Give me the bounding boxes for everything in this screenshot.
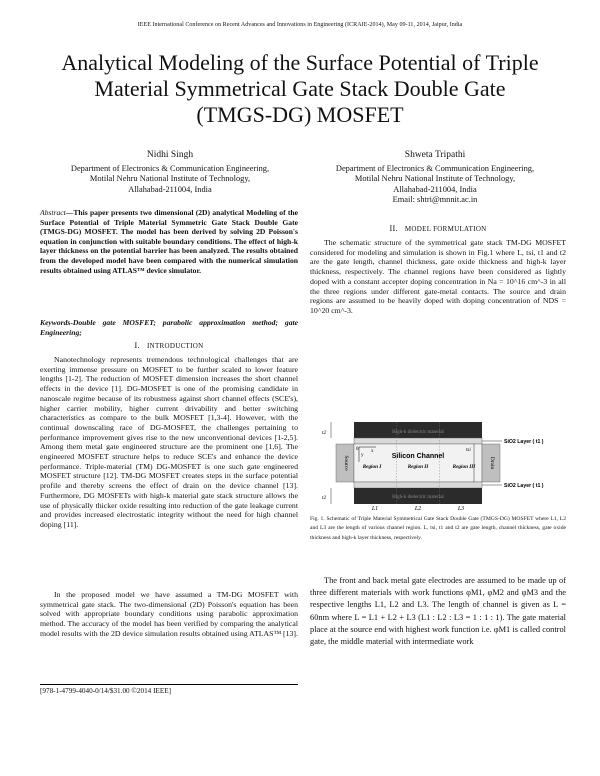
intro-paragraph-2: In the proposed model we have assumed a TM-DG MOSFET with symmetrical gate stack. The two-dimensional (2D) Poisson's equation has been solved with appropriate boundary conditions using parabolic approximation method. The accuracy of the model has been verified by comparing the analytical model results with the 2D device simulation results obtained using ATLAS™ [13]. — [40, 590, 298, 638]
region-2-label: Region II — [407, 464, 429, 470]
copyright-notice: [978-1-4799-4040-0/14/$31.00 ©2014 IEEE] — [40, 684, 298, 695]
high-k-bottom-label: High-k dielectric material — [392, 495, 444, 500]
author-name: Shweta Tripathi — [404, 150, 466, 160]
region-3-label: Region III — [452, 464, 476, 470]
model-paragraph-2: The front and back metal gate electrodes are assumed to be made up of three different materials with work functions φM1, φM2 and φM3 and the respective lengths L1, L2 and L3. The length of channel is given as L = 60nm where L = L1 + L2 + L3 (L1 : L2 : L3 = 1 : 1 : 1). The gate material place at the source end with highest work function i.e. φM1 is called control gate, the middle material with intermediate work — [310, 576, 566, 647]
conference-header: IEEE International Conference on Recent Advances and Innovations in Engineering (ICRAIE-2014), May 09-11, 2014, Jaipur, India — [137, 22, 463, 28]
keywords: Keywords-Double gate MOSFET; parabolic approximation method; gate Engineering; — [40, 318, 298, 337]
section-number: I. — [134, 341, 140, 350]
sio2-bottom-layer — [354, 482, 482, 488]
author-email[interactable]: Email: shtri@mnnit.ac.in — [392, 195, 478, 205]
section-number: II. — [389, 224, 398, 233]
paper-title — [40, 50, 560, 128]
section-heading-model — [310, 224, 566, 233]
region-1-label: Region I — [362, 464, 382, 470]
author-inst: Motilal Nehru National Institute of Technology, — [89, 174, 251, 184]
author-city: Allahabad-211004, India — [393, 184, 477, 194]
author-inst: Motilal Nehru National Institute of Technology, — [354, 174, 516, 184]
drain-label: Drain — [489, 456, 495, 470]
sio2-top-layer — [354, 438, 482, 444]
section-heading-introduction — [40, 341, 298, 350]
device-schematic-figure — [314, 420, 564, 510]
tsi-label: tsi — [466, 448, 471, 453]
t2-top-label: t2 — [322, 430, 327, 436]
abstract-text: —This paper presents two dimensional (2D) analytical Modeling of the Surface Potential of Triple Material Symmetric Gate Stack Double Gate (TMGS-DG) MOSFET. The model has been derived by solving 2D Poisson's equation in conjunction with suitable boundary conditions. The effect of high-k layer thickness on the potential barrier has been analyzed. The results obtained from the developed model have been compared with the numerical simulation results obtained using ATLAS™ device simulator. — [40, 208, 298, 275]
author-block-1 — [40, 150, 300, 195]
y-axis-label: y — [361, 453, 364, 458]
L1-label: L1 — [371, 506, 379, 510]
author-name: Nidhi Singh — [146, 150, 194, 160]
title-line-2: Material Symmetrical Gate Stack Double Gate — [94, 76, 506, 101]
L3-label: L3 — [457, 506, 465, 510]
figure-caption: Fig. 1. Schematic of Triple Material Symmetrical Gate Stack Double Gate (TMGS-DG) MOSFET where L1, L2 and L3 are the length of various channel region. L, tsi, t1 and t2 are gate length, channel thickness, gate oxide thickness and high-k layer thickness, respectively. — [310, 516, 566, 541]
section-title: INTRODUCTION — [146, 342, 204, 350]
x-axis-label: x — [371, 449, 374, 454]
abstract-label: Abstract — [40, 208, 66, 217]
author-block-2 — [305, 150, 565, 206]
intro-paragraph-1: Nanotechnology represents tremendous technological challenges that are exerting immense pressure on MOSFET to be further scaled to lower feature lengths [1-2]. The reduction of MOSFET dimension increases the short channel effects in the device [1]. DG-MOSFET is one of the promising candidate in nanoscale regime because of its robustness against short channel effects (SCE's), higher carrier mobility, higher current drivability and better switching characteristics as compare to the bulk MOSFET [1,3-4]. However, with the continual downscaling race of DG-MOSFET, the challenges pertaining to performance improvement gives rise to the new unconventional devices [1-2,5]. Among them metal gate engineered structure are the prominent one [1,6]. The engineered MOSFET structure helps to reduce SCE's and enhance the device performance. Triple-material (TM) DG-MOSFET is one such gate engineered MOSFET structure [12]. TM-DG MOSFET creates steps in the surface potential profile and thereby screens the effect of drain on the device channel [13]. Furthermore, DG MOSFETs with high-k material gate stack structure allows the use of physically thicker oxide resulting into reduction of the gate leakage current and provides increased electrostatic integrity without the need for high channel doping [11]. — [40, 355, 298, 529]
t2-bottom-label: t2 — [322, 495, 327, 501]
author-city: Allahabad-211004, India — [128, 184, 212, 194]
title-line-1: Analytical Modeling of the Surface Potential of Triple — [61, 50, 539, 75]
source-label: Source — [343, 455, 349, 471]
sio2-top-label: SiO2 Layer ( t1 ) — [504, 439, 544, 445]
high-k-top-label: High-k dielectric material — [392, 430, 444, 435]
author-dept: Department of Electronics & Communication Engineering, — [70, 163, 270, 173]
title-line-3: (TMGS-DG) MOSFET — [196, 102, 404, 127]
L2-label: L2 — [414, 506, 422, 510]
author-dept: Department of Electronics & Communication Engineering, — [335, 163, 535, 173]
abstract — [40, 208, 298, 275]
channel-label: Silicon Channel — [391, 453, 445, 460]
origin-label: 0 — [356, 447, 359, 452]
model-paragraph-1: The schematic structure of the symmetrical gate stack TM-DG MOSFET considered for modeling and simulation is shown in Fig.1 where L, tsi, t1 and t2 are the gate length, channel thickness, gate oxide thickness and high-k layer thickness, respectively. The channel regions have been considered as lightly doped with a constant accepter doping concentration in Na = 10^16 cm^-3 in all the three regions under different gate-metal contacts. The source and drain regions are assumed to be heavily doped with doping concentration of NDS = 10^20 cm^-3. — [310, 238, 566, 315]
sio2-bottom-label: SiO2 Layer ( t1 ) — [504, 483, 544, 489]
section-title: MODEL FORMULATION — [404, 225, 487, 233]
